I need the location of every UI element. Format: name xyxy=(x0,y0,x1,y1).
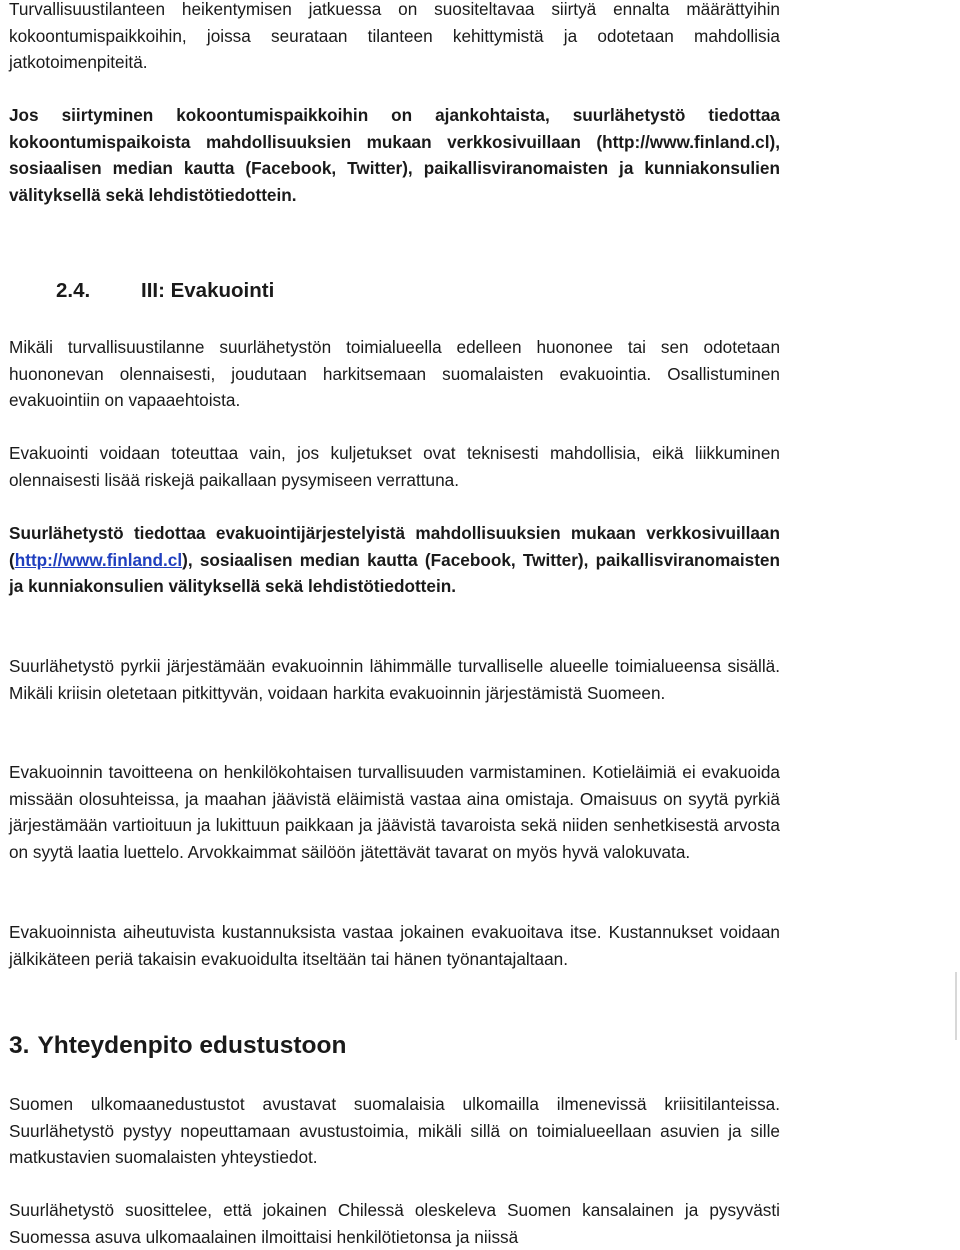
paragraph-evacuation-destination: Suurlähetystö pyrkii järjestämään evakuoinnin lähimmälle turvalliselle alueelle toimialueensa sisällä. Mikäli kriisin oletetaan pitkittyvän, voidaan harkita evakuoinnin järjestämistä Suomeen. xyxy=(9,656,780,703)
chapter-heading-contact xyxy=(9,1030,346,1062)
paragraph-registration-recommendation: Suurlähetystö suosittelee, että jokainen Chilessä oleskeleva Suomen kansalainen ja pysyvästi Suomessa asuva ulkomaalainen ilmoittaisi henkilötietonsa ja niissä xyxy=(9,1200,780,1247)
paragraph-evacuation-info xyxy=(9,520,780,600)
paragraph-gathering-recommendation: Turvallisuustilanteen heikentymisen jatkuessa on suositeltavaa siirtyä ennalta määrättyihin kokoontumispaikkoihin, joissa seurataan tilanteen kehittymistä ja odotetaan mahdollisia jatkotoimenpiteitä. xyxy=(9,0,780,73)
paragraph-gathering-info: Jos siirtyminen kokoontumispaikkoihin on ajankohtaista, suurlähetystö tiedottaa kokoontumispaikoista mahdollisuuksien mukaan verkkosivuillaan (http://www.finland.cl), sosiaalisen median kautta (Facebook, Twitter), paikallisviranomaisten ja kunniakonsulien välityksellä sekä lehdistötiedottein. xyxy=(9,105,780,206)
paragraph-evacuation-goal: Evakuoinnin tavoitteena on henkilökohtaisen turvallisuuden varmistaminen. Kotieläimiä ei evakuoida missään olosuhteissa, ja maahan jäävistä eläimistä vastaa aina omistaja. Omaisuus on syytä pyrkiä järjestämään vartioituun ja lukittuun paikkaan ja jäävistä tavaroista sekä niiden senhetkisestä arvosta on syytä laatia luettelo. Arvokkaimmat säilöön jätettävät tavarat on myös hyvä valokuvata. xyxy=(9,762,780,863)
paragraph-evacuation-conditions: Evakuointi voidaan toteuttaa vain, jos kuljetukset ovat teknisesti mahdollisia, eikä liikkuminen olennaisesti lisää riskejä paikallaan pysymiseen verrattuna. xyxy=(9,443,780,490)
evacuation-info-text-start: Suurlähetystö tiedottaa evakuointijärjestelyistä mahdollisuuksien mukaan verkkosivuillaan ( xyxy=(9,523,780,570)
section-title: III: Evakuointi xyxy=(141,279,275,302)
chapter-title: Yhteydenpito edustustoon xyxy=(37,1032,347,1059)
paragraph-missions-assist: Suomen ulkomaanedustustot avustavat suomalaisia ulkomailla ilmenevissä kriisitilanteissa. Suurlähetystö pystyy nopeuttamaan avustustoimia, mikäli sillä on toimialueellaan asuvien ja sille matkustavien suomalaisten yhteystiedot. xyxy=(9,1094,780,1168)
paragraph-evacuation-consideration: Mikäli turvallisuustilanne suurlähetystön toimialueella edelleen huononee tai sen odotetaan huononevan olennaisesti, joudutaan harkitsemaan suomalaisten evakuointia. Osallistuminen evakuointiin on vapaaehtoista. xyxy=(9,337,780,411)
section-heading-evacuation xyxy=(56,278,274,304)
section-number: 2.4. xyxy=(56,279,91,302)
chapter-number: 3. xyxy=(9,1032,30,1059)
paragraph-evacuation-costs: Evakuoinnista aiheutuvista kustannuksista vastaa jokainen evakuoitava itse. Kustannukset voidaan jälkikäteen periä takaisin evakuoidulta itseltään tai hänen työnantajaltaan. xyxy=(9,922,780,969)
evacuation-info-text-end: ), sosiaalisen median kautta (Facebook, Twitter), paikallisviranomaisten ja kunniakonsulien välityksellä sekä lehdistötiedottein. xyxy=(9,549,780,597)
page-edge-marker xyxy=(955,972,957,1040)
embassy-website-link[interactable]: http://www.finland.cl xyxy=(14,549,183,570)
